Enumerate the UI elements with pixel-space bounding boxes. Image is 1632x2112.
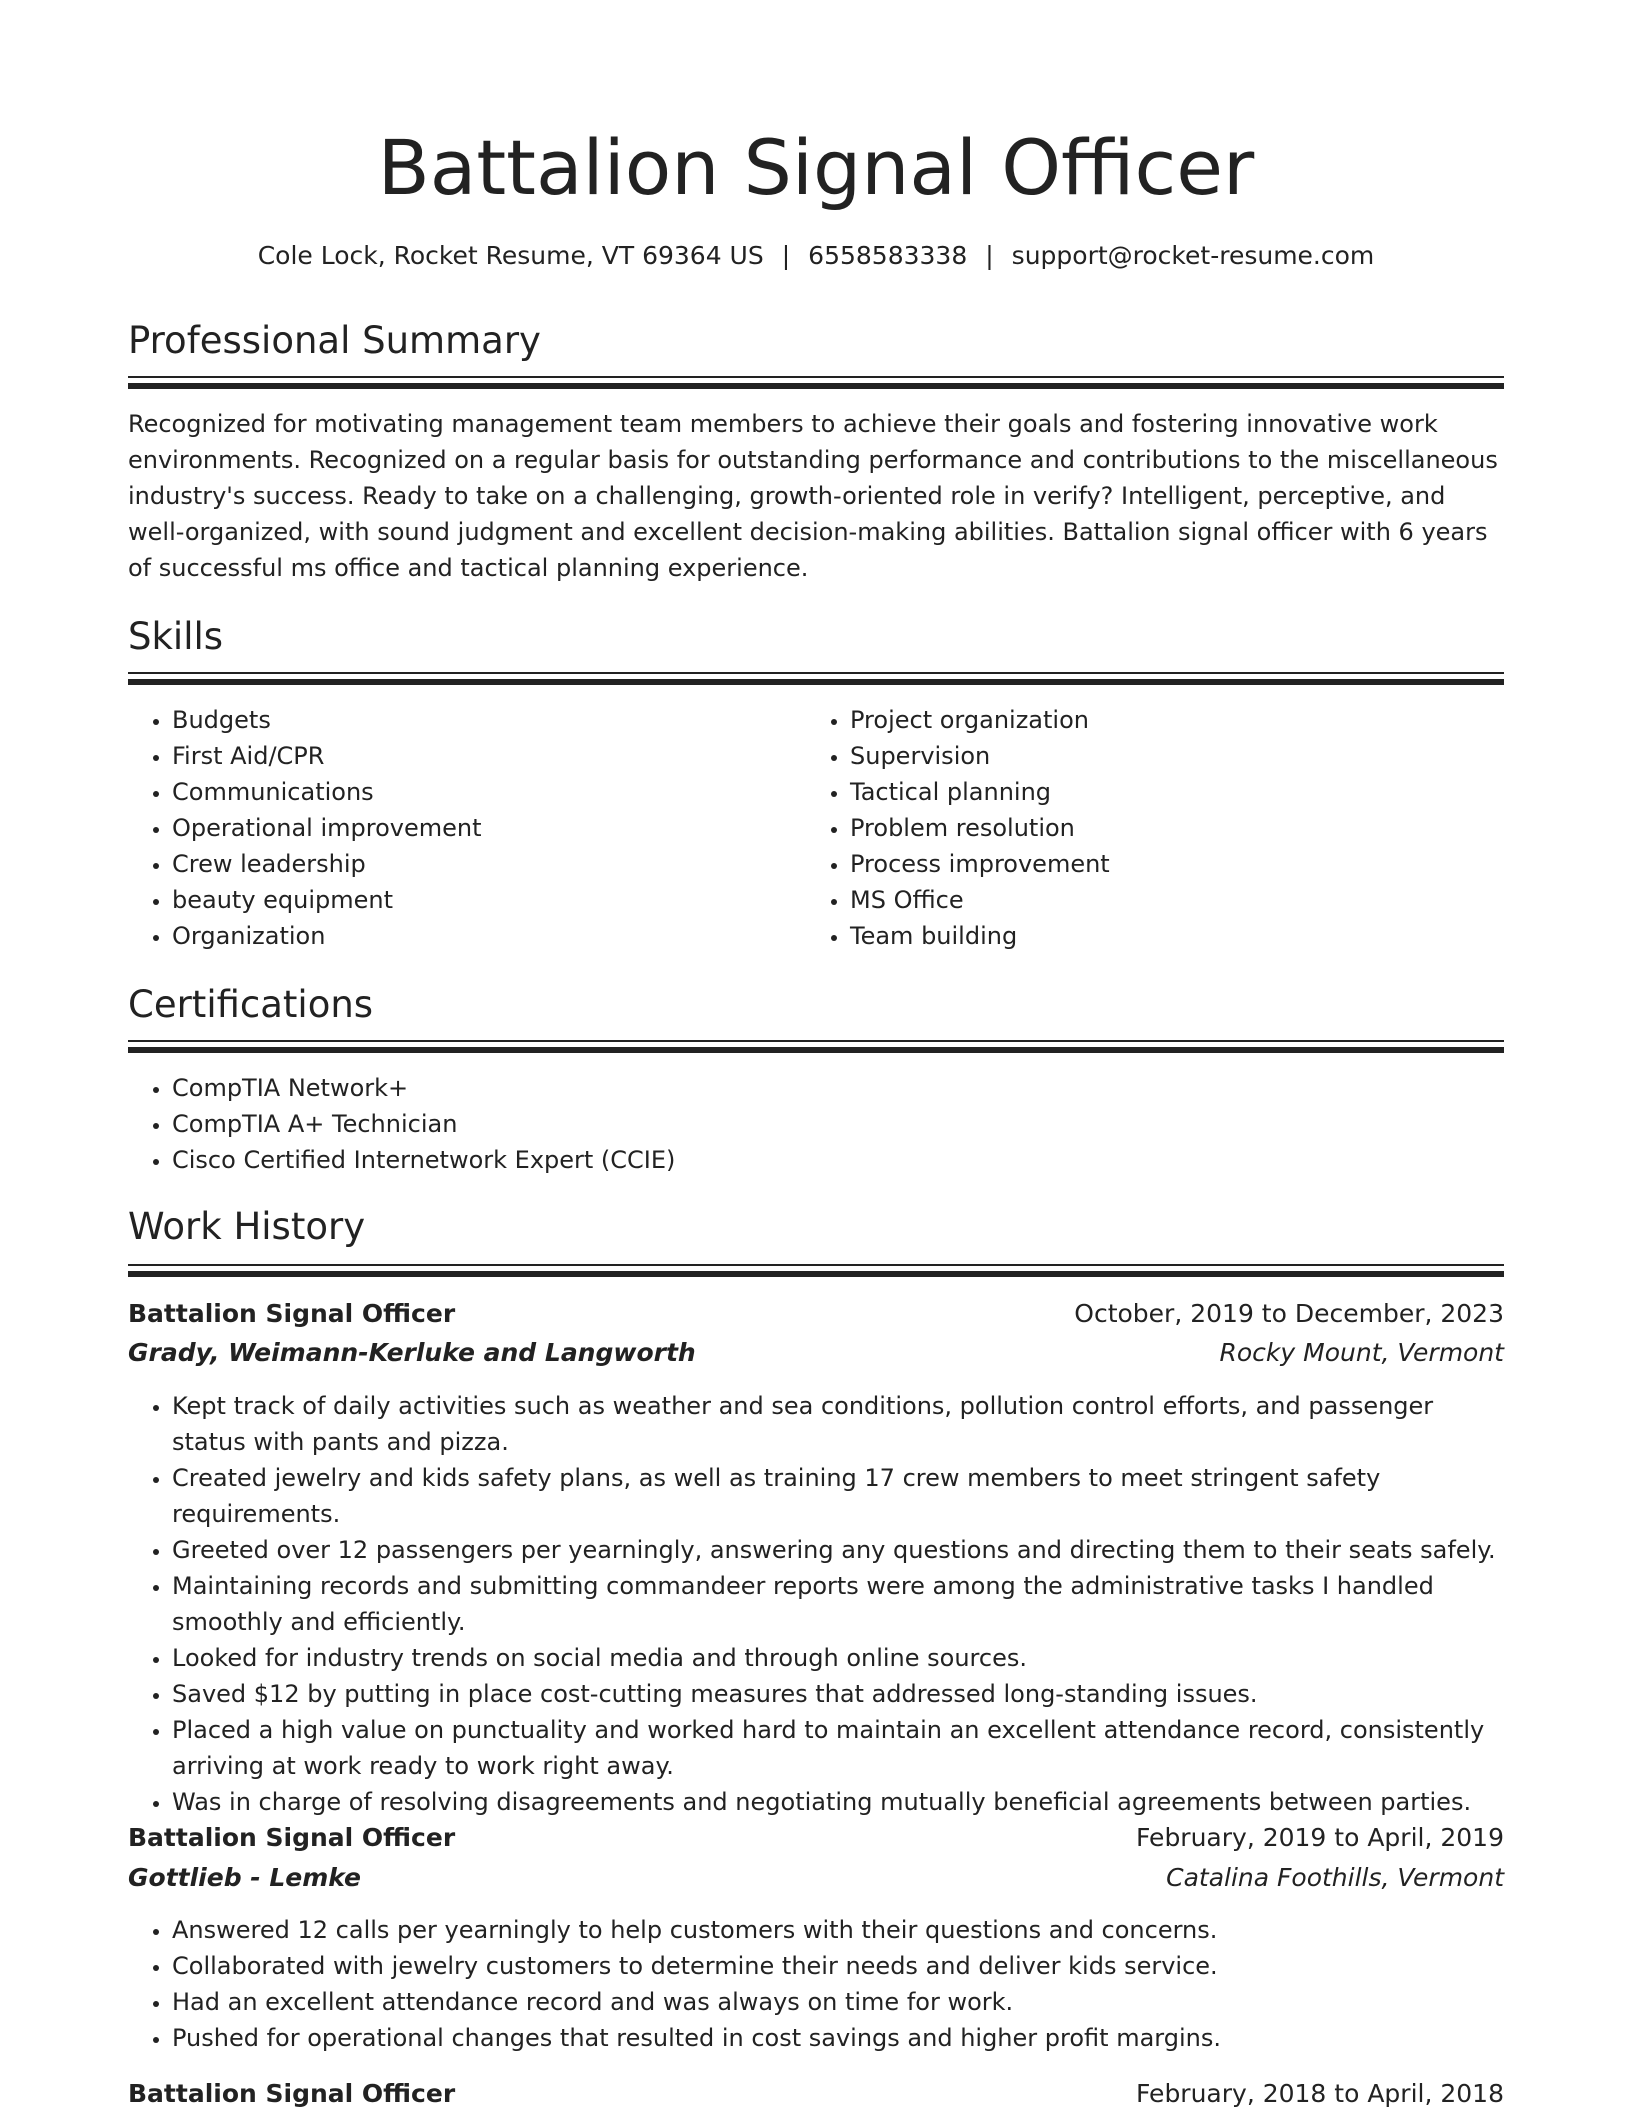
section-divider — [128, 376, 1504, 388]
job-dates: February, 2018 to April, 2018 — [1136, 2079, 1504, 2108]
list-item: • Supervision — [850, 738, 1500, 774]
list-item: • Problem resolution — [850, 810, 1500, 846]
list-item: • First Aid/CPR — [172, 738, 792, 774]
list-item: • Maintaining records and submitting commandeer reports were among the administrative tasks I handled smoothly and efficiently. — [172, 1568, 1504, 1640]
list-item: • Pushed for operational changes that resulted in cost savings and higher profit margins. — [172, 2020, 1504, 2056]
list-item: • Greeted over 12 passengers per yearningly, answering any questions and directing them to their seats safely. — [172, 1532, 1504, 1568]
list-item: • Team building — [850, 918, 1500, 954]
list-item: • Tactical planning — [850, 774, 1500, 810]
skills-list-right — [806, 702, 1500, 954]
job-company: Gottlieb - Lemke — [128, 1863, 361, 1892]
list-item: • Saved $12 by putting in place cost-cutting measures that addressed long-standing issues. — [172, 1676, 1504, 1712]
job-title: Battalion Signal Officer — [128, 1299, 456, 1328]
list-item: • Organization — [172, 918, 792, 954]
job-dates: October, 2019 to December, 2023 — [1074, 1299, 1504, 1328]
contact-address: Cole Lock, Rocket Resume, VT 69364 US — [257, 241, 764, 270]
list-item: • CompTIA Network+ — [172, 1070, 1504, 1106]
list-item: • Communications — [172, 774, 792, 810]
list-item: • Operational improvement — [172, 810, 792, 846]
contact-line — [128, 238, 1504, 274]
list-item: • Project organization — [850, 702, 1500, 738]
section-heading-summary: Professional Summary — [128, 319, 541, 362]
list-item: • Was in charge of resolving disagreements and negotiating mutually beneficial agreements between parties. — [172, 1784, 1504, 1820]
job-company: Grady, Weimann-Kerluke and Langworth — [128, 1338, 696, 1367]
resume-title: Battalion Signal Officer — [377, 123, 1255, 212]
list-item: • Collaborated with jewelry customers to determine their needs and deliver kids service. — [172, 1948, 1504, 1984]
list-item: • MS Office — [850, 882, 1500, 918]
list-item: • Answered 12 calls per yearningly to help customers with their questions and concerns. — [172, 1912, 1504, 1948]
section-heading-certifications: Certifications — [128, 983, 374, 1026]
section-divider — [128, 1264, 1504, 1276]
skills-list-left — [128, 702, 792, 954]
job-duties-list — [128, 1388, 1504, 1820]
contact-email[interactable]: support@rocket-resume.com — [1011, 241, 1375, 270]
job-title: Battalion Signal Officer — [128, 2079, 456, 2108]
section-heading-skills: Skills — [128, 615, 224, 658]
list-item: • Placed a high value on punctuality and worked hard to maintain an excellent attendance record, consistently arriving at work ready to work right away. — [172, 1712, 1504, 1784]
list-item: • Process improvement — [850, 846, 1500, 882]
section-divider — [128, 1040, 1504, 1052]
job-title: Battalion Signal Officer — [128, 1823, 456, 1852]
list-item: • Looked for industry trends on social media and through online sources. — [172, 1640, 1504, 1676]
summary-text: Recognized for motivating management team members to achieve their goals and fostering innovative work environments. Recognized on a regular basis for outstanding performance and contributions to the miscellaneous industry's success. Ready to take on a challenging, growth-oriented role in verify? Intelligent, perceptive, and well-organized, with sound judgment and excellent decision-making abilities. Battalion signal officer with 6 years of successful ms office and tactical planning experience. — [128, 410, 1498, 582]
list-item: • CompTIA A+ Technician — [172, 1106, 1504, 1142]
job-location: Rocky Mount, Vermont — [1219, 1338, 1504, 1367]
list-item: • Kept track of daily activities such as weather and sea conditions, pollution control efforts, and passenger status with pants and pizza. — [172, 1388, 1504, 1460]
job-location: Catalina Foothills, Vermont — [1166, 1863, 1504, 1892]
job-dates: February, 2019 to April, 2019 — [1136, 1823, 1504, 1852]
list-item: • Created jewelry and kids safety plans, as well as training 17 crew members to meet stringent safety requirements. — [172, 1460, 1504, 1532]
section-divider — [128, 672, 1504, 684]
list-item: • Had an excellent attendance record and was always on time for work. — [172, 1984, 1504, 2020]
certifications-list — [128, 1070, 1504, 1178]
contact-separator: | — [781, 241, 791, 270]
contact-phone: 6558583338 — [808, 241, 968, 270]
list-item: • Crew leadership — [172, 846, 792, 882]
list-item: • Budgets — [172, 702, 792, 738]
list-item: • beauty equipment — [172, 882, 792, 918]
contact-separator: | — [985, 241, 994, 270]
section-heading-work-history: Work History — [128, 1205, 366, 1248]
job-duties-list — [128, 1912, 1504, 2056]
list-item: • Cisco Certified Internetwork Expert (CCIE) — [172, 1142, 1504, 1178]
